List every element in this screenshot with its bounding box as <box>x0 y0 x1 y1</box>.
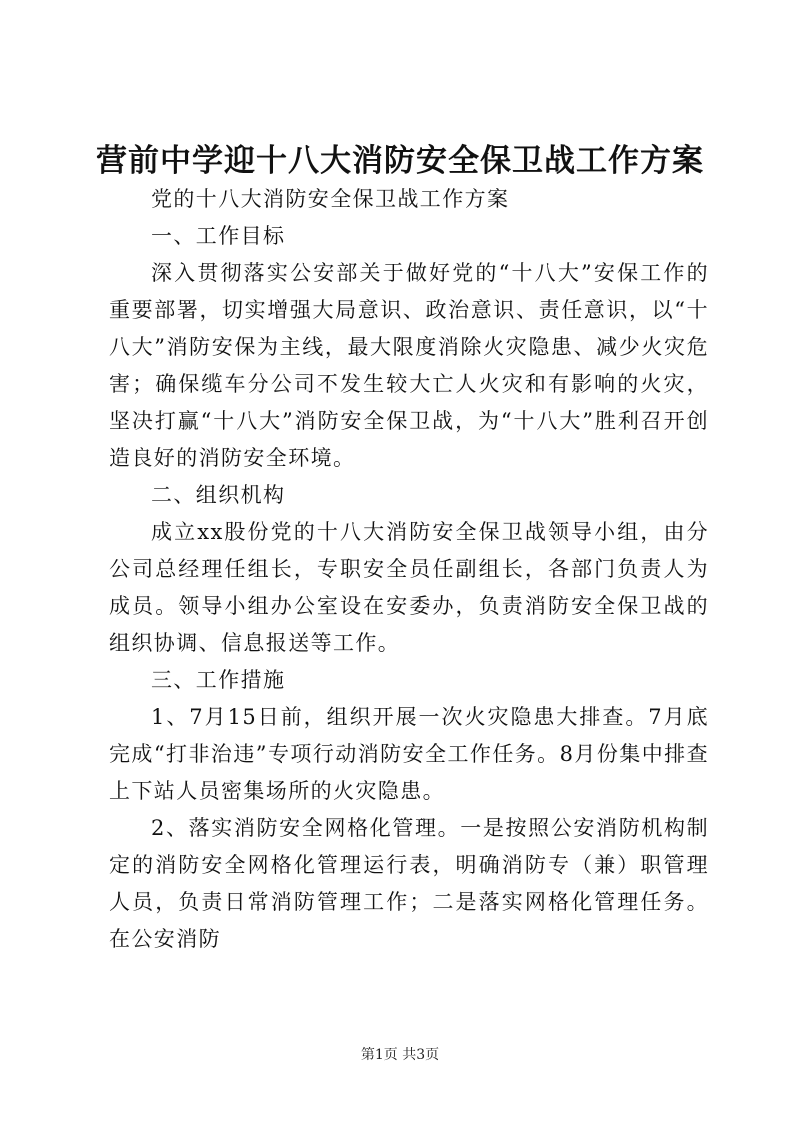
paragraph-measure-1: 1、7月15日前，组织开展一次火灾隐患大排查。7月底完成“打非治违”专项行动消防安全工作任务。8月份集中排查上下站人员密集场所的火灾隐患。 <box>109 705 709 803</box>
heading-organization: 二、组织机构 <box>151 483 286 507</box>
document-body <box>109 181 709 958</box>
document-title: 营前中学迎十八大消防安全保卫战工作方案 <box>96 143 704 179</box>
paragraph-work-goal: 深入贯彻落实公安部关于做好党的“十八大”安保工作的重要部署，切实增强大局意识、政治意识、责任意识，以“十八大”消防安保为主线，最大限度消除火灾隐患、减少火灾危害；确保缆车分公司不发生较大亡人火灾和有影响的火灾，坚决打赢“十八大”消防安全保卫战，为“十八大”胜利召开创造良好的消防安全环境。 <box>109 261 709 470</box>
paragraph-measure-2: 2、落实消防安全网格化管理。一是按照公安消防机构制定的消防安全网格化管理运行表，明确消防专（兼）职管理人员，负责日常消防管理工作；二是落实网格化管理任务。在公安消防 <box>109 816 709 951</box>
paragraph-organization: 成立xx股份党的十八大消防安全保卫战领导小组，由分公司总经理任组长，专职安全员任副组长，各部门负责人为成员。领导小组办公室设在安委办，负责消防安全保卫战的组织协调、信息报送等工作。 <box>109 520 709 655</box>
heading-work-goal: 一、工作目标 <box>151 224 286 248</box>
heading-work-measures: 三、工作措施 <box>151 668 286 692</box>
paragraph-subtitle: 党的十八大消防安全保卫战工作方案 <box>151 187 510 211</box>
page-footer: 第1页 共3页 <box>360 1047 440 1063</box>
